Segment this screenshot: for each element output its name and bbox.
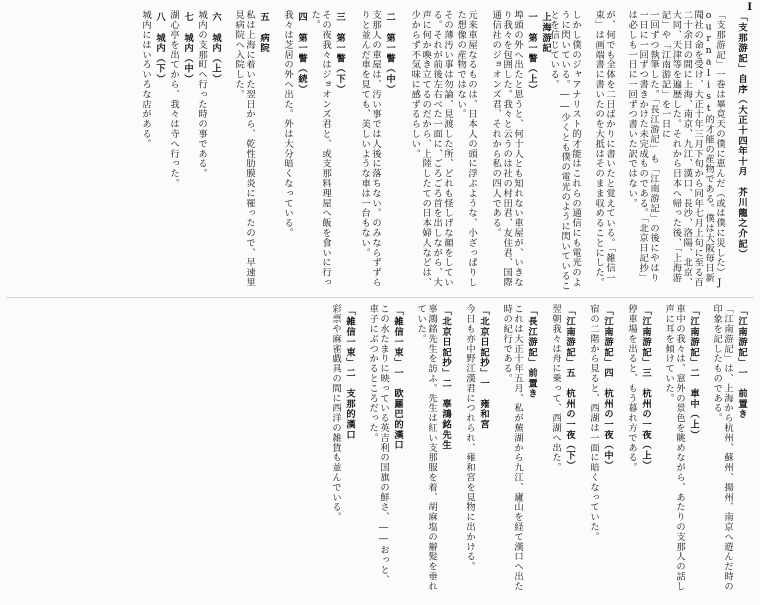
section-heading: 「江南游記」三 杭州の一夜（上） (640, 306, 651, 471)
text-column: この水たまりに映っている英吉利の国旗の鮮さ、――おっと、車子にぶつかるところだった。 (367, 304, 389, 585)
text-column: 停車場を出ると、もう暮れ方である。 (626, 304, 637, 473)
text-column: これは大正十年五月、私が蕪湖から九江、廬山を経て漢口へ出た時の紀行である。 (501, 304, 523, 592)
text-column: が、何でも全体を二日ばかりに書いたと覚えている。「雑信一束」は画端書に書いたのを大抵はそのまま収めることにした。 (593, 10, 615, 288)
section-heading: 「長江游記」前置き (526, 306, 537, 399)
text-column: 彩票や麻雀戯具の間に西洋の雑貨も並んでいる。 (330, 304, 341, 522)
text-column: その薄汚い事は勿論、見渡した所、どれも怪しげな顔をしている。それが前後左右べた一面に、ごろごろ首を出しながら、大声に何か喚き立てるのだから、上陸したての日本婦人などは、少からず不気味に感ずるらしい。 (409, 10, 453, 288)
text-column: 今日も亦中野江漢君につれられ、雍和宮を見物に出かける。 (464, 304, 475, 572)
section-heading: 八 城内（下） (154, 12, 165, 85)
text-column: 翌朝我々は舟に乗って、西湖へ出た。 (550, 304, 561, 473)
section-heading: 「雑信一束」一 欧羅巴的漢口 (392, 306, 403, 451)
text-column: 埠頭の外へ出たと思うと、何十人とも知れない車屋が、いきなり我々を包囲した。我々と云うのは社の村田君、友住君、国際通信社のジョオンズ君、それから私の四人である。 (490, 10, 523, 288)
text-column: しかし僕のジャアナリスト的才能はこれらの通信にも電光のように閃いている。――少くとも僕の電光のように閃いていることを信じている。 (548, 10, 581, 291)
text-column: 城内の支那町へ行った時の事である。 (196, 10, 207, 179)
text-column: 「支那游記」一巻は畢竟天の僕に恵んだ（或は僕に災した）Journalist的才能の産物である。僕は大阪毎日新聞社の命を受け、大正十年三月下旬から同年七月上旬に至る百二十余日の間に上海、南京、九江、漢口、長沙、洛陽、北京、大同、天津等を遍歴した。それから日本へ帰った後、「上海游記」や「江南游記」を一日に (659, 10, 725, 289)
section-heading: 上海游記 (540, 12, 551, 54)
section-heading: 二 第一瞥（中） (384, 12, 395, 95)
section-heading: 「雑信一束」二 支那的漢口 (344, 306, 355, 440)
section-heading: 六 城内（上） (210, 12, 221, 85)
section-heading: 「江南游記」五 杭州の一夜（下） (564, 306, 575, 471)
text-column: 宿の二階から見ると、西湖は一面に暗くなっていた。 (588, 304, 599, 542)
text-column: 支那人の車屋は、汚い事では人後に落ちない。のみならずずらりと並んだ車を見ても、美しいような車は一台もない。 (359, 10, 381, 288)
text-column: 城内にはいろいろな店がある。 (140, 10, 151, 149)
section-heading: 「北京日記抄」一 雍和宮 (478, 306, 489, 430)
text-column: 私は上海に着いた翌日から、乾性肋膜炎に罹ったので、早速里見病院へ入院した。 (233, 10, 255, 288)
text-column: 「支那游記」自序（大正十四年十月 芥川龍之介記） (736, 12, 747, 260)
section-heading: 一 第一瞥（上） (526, 12, 537, 95)
section-heading: 「北京日記抄」二 辜鴻銘先生 (440, 306, 451, 451)
page-number: Ⅰ (747, 2, 752, 13)
top-tier (8, 10, 746, 292)
text-column: 辜鴻銘先生を訪ふ。先生は紅い支那服を着、胡麻塩の辮髪を垂れていた。 (415, 304, 437, 592)
section-heading: 「江南游記」四 杭州の一夜（中） (602, 306, 613, 471)
text-column: 一回ずつ執筆した。「長江游記」も「江南游記」の後にやはり一日に一回ずつ書きかけた未完成ものである。「北京日記抄」は必しも一日に一回ずつ書いた訳ではない。 (626, 10, 659, 283)
section-heading: 七 城内（中） (182, 12, 193, 85)
bottom-tier (8, 304, 746, 594)
text-column: 我々は芝居の外へ出た。外は大分暗くなっている。 (282, 10, 293, 238)
text-column: 車中の我々は、窓外の景色を眺めながら、あたりの支那人の話し声に耳を傾けていた。 (663, 304, 685, 592)
section-heading: 「江南游記」二 車中（上） (688, 306, 699, 440)
text-column: その夜我々はジョオンズ君と、或支那料理屋へ飯を食いに行った。 (309, 10, 331, 288)
section-heading: 三 第一瞥（下） (334, 12, 345, 95)
section-heading: 四 第一瞥（続） (296, 12, 307, 95)
tier-divider (6, 297, 754, 298)
text-column: 元来車屋なるものは、日本人の頭に浮ぶような、小ざっぱりした想像の産物ではない。 (455, 10, 477, 288)
text-column: 湖心亭を出てから、我々は寺へ行った。 (168, 10, 179, 189)
text-column: 「江南游記」は、上海から杭州、蘇州、揚州、南京へ遊んだ時の印象を記したものである。 (711, 304, 733, 592)
section-heading: 五 病院 (258, 12, 269, 54)
section-heading: 「江南游記」一 前置き (736, 306, 747, 420)
